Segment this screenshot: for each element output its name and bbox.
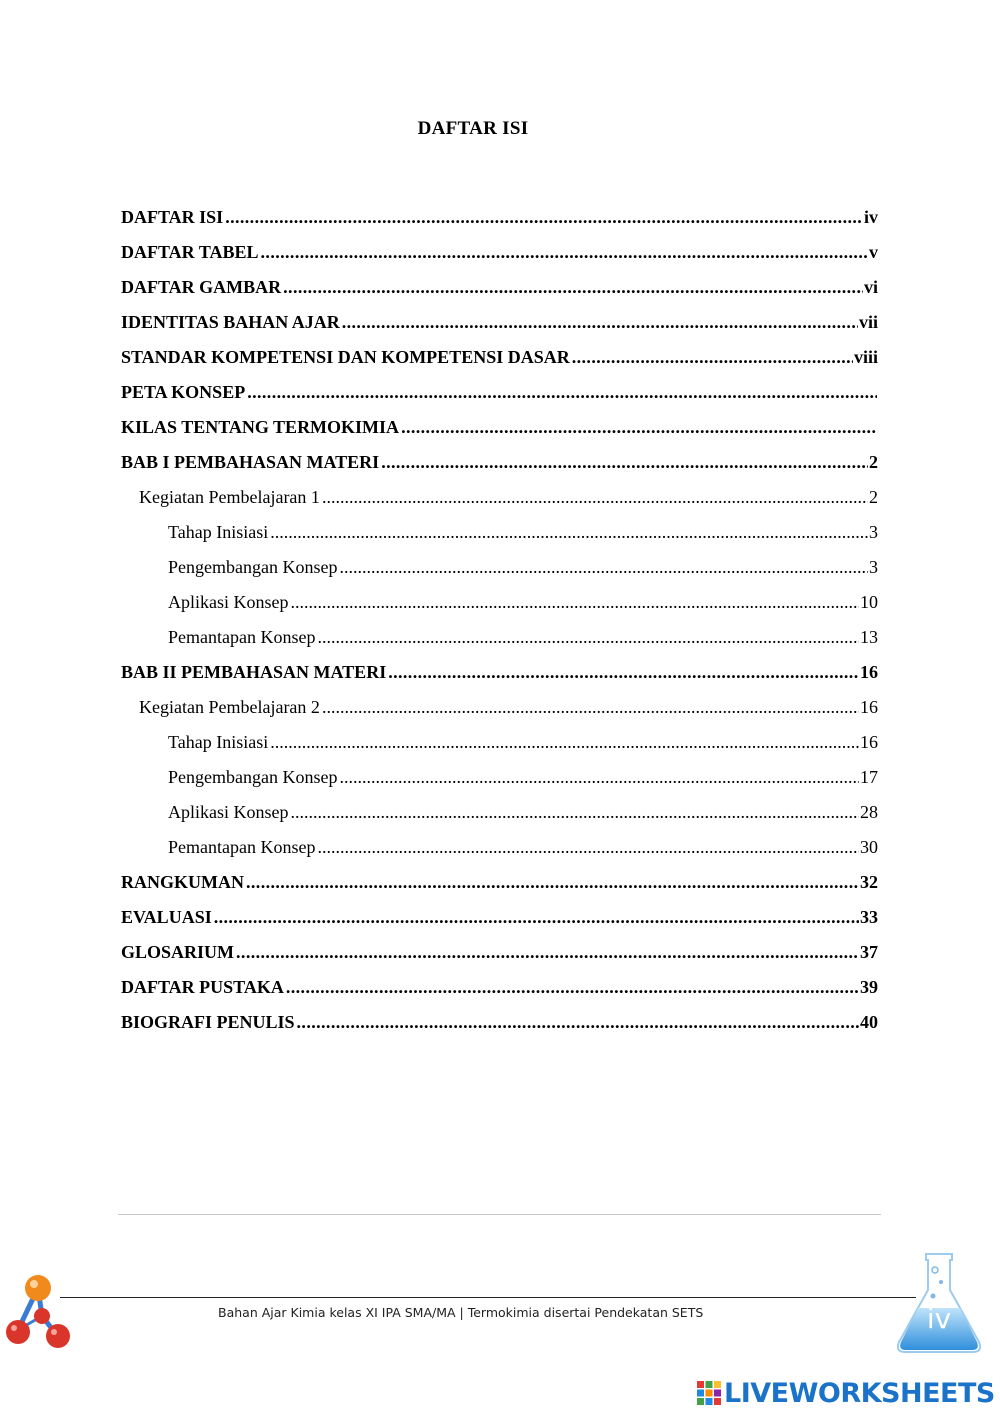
footer-line [60,1297,916,1298]
footer-text: Bahan Ajar Kimia kelas XI IPA SMA/MA | Termokimia disertai Pendekatan SETS [218,1305,704,1320]
toc-entry-page: 16 [860,662,878,682]
toc-entry-leader [322,480,868,515]
toc-entry-label: Pengembangan Konsep [168,767,338,787]
toc-entry-page: 39 [860,977,878,997]
toc-entry-label: IDENTITAS BAHAN AJAR [121,312,340,332]
toc-entry-page: 3 [869,522,878,542]
footer-divider [118,1214,881,1215]
toc-entry-label: KILAS TENTANG TERMOKIMIA [121,417,400,437]
toc-entry[interactable] [121,550,878,585]
toc-entry-leader [388,655,859,690]
toc-entry[interactable] [121,515,878,550]
toc-entry[interactable] [121,725,878,760]
toc-entry-page: 33 [860,907,878,927]
toc-entry-page: vi [863,277,878,297]
toc-entry-page: 2 [869,452,878,472]
toc-entry[interactable] [121,340,878,375]
toc-entry-label: PETA KONSEP [121,382,246,402]
toc-entry[interactable] [121,865,878,900]
toc-entry-label: BAB I PEMBAHASAN MATERI [121,452,380,472]
toc-entry-leader [317,830,859,865]
toc-entry-label: DAFTAR TABEL [121,242,259,262]
toc-entry-page: 10 [860,592,878,612]
toc-entry[interactable] [121,200,878,235]
toc-entry[interactable] [121,305,878,340]
toc-entry-page: 2 [869,487,878,507]
toc-entry-label: DAFTAR GAMBAR [121,277,282,297]
toc-entry-leader [401,410,877,445]
toc-entry-page: 37 [860,942,878,962]
toc-entry-page: 30 [860,837,878,857]
toc-entry-page: 32 [860,872,878,892]
page-title: DAFTAR ISI [417,118,529,139]
toc-entry[interactable] [121,375,878,410]
toc-entry-label: Pemantapan Konsep [168,837,316,857]
toc-entry[interactable] [121,830,878,865]
toc-entry-label: STANDAR KOMPETENSI DAN KOMPETENSI DASAR [121,347,570,367]
toc-entry-leader [342,305,858,340]
toc-entry-label: EVALUASI [121,907,212,927]
toc-entry-leader [247,375,877,410]
toc-entry-leader [291,795,860,830]
toc-entry-label: DAFTAR ISI [121,207,224,227]
toc-entry-leader [286,970,859,1005]
toc-entry[interactable] [121,445,878,480]
toc-entry[interactable] [121,935,878,970]
liveworksheets-logo-icon [697,1381,721,1405]
toc-entry-page: 3 [869,557,878,577]
toc-entry-label: Kegiatan Pembelajaran 1 [139,487,320,507]
toc-entry[interactable] [121,970,878,1005]
toc-entry-leader [246,865,859,900]
toc-entry-leader [291,585,860,620]
toc-entry-page: v [869,242,878,262]
toc-entry-page: 13 [860,627,878,647]
toc-entry-label: Aplikasi Konsep [168,592,289,612]
toc-entry-label: BIOGRAFI PENULIS [121,1012,295,1032]
toc-entry-label: Tahap Inisiasi [168,732,269,752]
toc-entry[interactable] [121,585,878,620]
toc-entry[interactable] [121,655,878,690]
toc-entry[interactable] [121,900,878,935]
toc-entry[interactable] [121,620,878,655]
toc-entry-leader [297,1005,859,1040]
table-of-contents [121,200,878,1040]
toc-entry-leader [381,445,868,480]
toc-entry-label: BAB II PEMBAHASAN MATERI [121,662,387,682]
toc-entry-label: Aplikasi Konsep [168,802,289,822]
toc-entry-page: viii [853,347,878,367]
toc-entry-page: iv [863,207,878,227]
liveworksheets-watermark [697,1376,995,1410]
liveworksheets-text: LIVEWORKSHEETS [724,1377,995,1409]
toc-entry-label: Pemantapan Konsep [168,627,316,647]
toc-entry[interactable] [121,480,878,515]
toc-entry-leader [322,690,859,725]
toc-entry-leader [339,550,868,585]
toc-entry[interactable] [121,270,878,305]
toc-entry-page: vii [858,312,878,332]
toc-entry-page: 16 [860,697,878,717]
toc-entry-label: DAFTAR PUSTAKA [121,977,284,997]
toc-entry-page: 16 [860,732,878,752]
toc-entry-leader [214,900,859,935]
toc-entry-leader [283,270,863,305]
toc-entry-label: GLOSARIUM [121,942,235,962]
toc-entry-leader [270,725,859,760]
toc-entry[interactable] [121,235,878,270]
toc-entry-page: 17 [860,767,878,787]
toc-entry-page: 40 [860,1012,878,1032]
toc-entry[interactable] [121,1005,878,1040]
toc-entry[interactable] [121,690,878,725]
toc-entry-page: 28 [860,802,878,822]
toc-entry-leader [317,620,859,655]
toc-entry-label: Kegiatan Pembelajaran 2 [139,697,320,717]
page-number: iv [926,1302,952,1335]
toc-entry-label: RANGKUMAN [121,872,244,892]
toc-entry-leader [225,200,863,235]
toc-entry-leader [572,340,853,375]
toc-entry[interactable] [121,795,878,830]
toc-entry[interactable] [121,410,878,445]
toc-entry-leader [339,760,859,795]
toc-entry[interactable] [121,760,878,795]
toc-entry-label: Tahap Inisiasi [168,522,269,542]
toc-entry-leader [261,235,868,270]
toc-entry-leader [236,935,859,970]
molecule-icon [2,1272,74,1354]
toc-entry-leader [270,515,868,550]
toc-entry-label: Pengembangan Konsep [168,557,338,577]
